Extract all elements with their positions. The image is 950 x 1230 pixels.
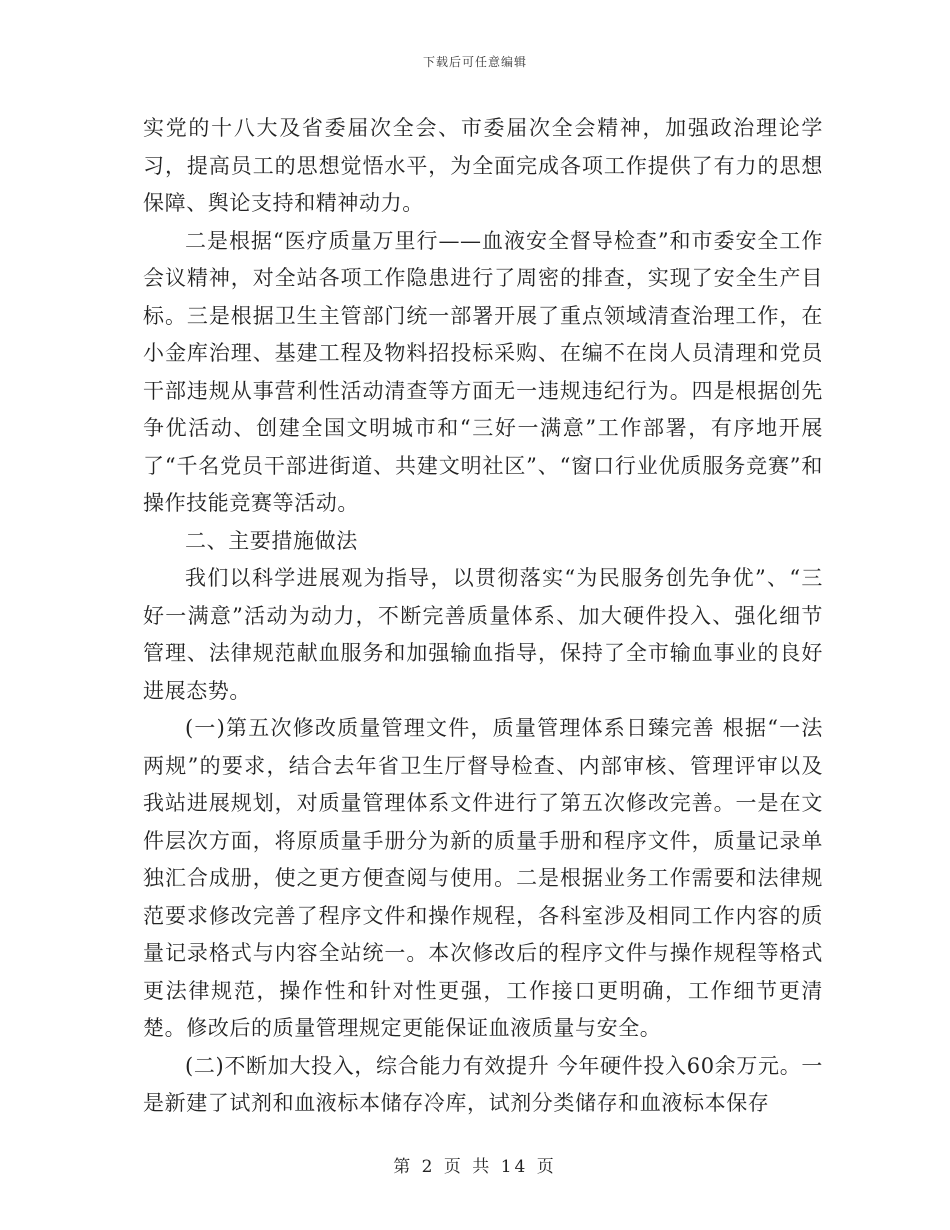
section-heading-main-measures: 二、主要措施做法	[185, 528, 358, 553]
document-body	[143, 110, 823, 1123]
paragraph-safety-inspection: 二是根据“医疗质量万里行——血液安全督导检查”和市委安全工作会议精神，对全站各项工作隐患进行了周密的排查，实现了安全生产目标。三是根据卫生主管部门统一部署开展了重点领域清查治理工作，在小金库治理、基建工程及物料招投标采购、在编不在岗人员清理和党员干部违规从事营利性活动清查等方面无一违规违纪行为。四是根据创先争优活动、创建全国文明城市和“三好一满意”工作部署，有序地开展了“千名党员干部进街道、共建文明社区”、“窗口行业优质服务竞赛”和操作技能竞赛等活动。	[143, 228, 823, 515]
paragraph-measures-intro: 我们以科学进展观为指导，以贯彻落实“为民服务创先争优”、“三好一满意”活动为动力，不断完善质量体系、加大硬件投入、强化细节管理、法律规范献血服务和加强输血指导，保持了全市输血事业的良好进展态势。	[143, 566, 823, 703]
page-footer-page-number: 第 2 页 共 14 页	[393, 1157, 557, 1177]
paragraph-investment: (二)不断加大投入，综合能力有效提升 今年硬件投入60余万元。一是新建了试剂和血液标本储存冷库，试剂分类储存和血液标本保存	[143, 1053, 823, 1115]
page-header: 下载后可任意编辑	[422, 55, 527, 69]
paragraph-continuation: 实党的十八大及省委届次全会、市委届次全会精神，加强政治理论学习，提高员工的思想觉悟水平，为全面完成各项工作提供了有力的思想保障、舆论支持和精神动力。	[143, 116, 823, 215]
paragraph-quality-documents: (一)第五次修改质量管理文件，质量管理体系日臻完善 根据“一法两规”的要求，结合去年省卫生厅督导检查、内部审核、管理评审以及我站进展规划，对质量管理体系文件进行了第五次修改完善。一是在文件层次方面，将原质量手册分为新的质量手册和程序文件，质量记录单独汇合成册，使之更方便查阅与使用。二是根据业务工作需要和法律规范要求修改完善了程序文件和操作规程，各科室涉及相同工作内容的质量记录格式与内容全站统一。本次修改后的程序文件与操作规程等格式更法律规范，操作性和针对性更强，工作接口更明确，工作细节更清楚。修改后的质量管理规定更能保证血液质量与安全。	[143, 716, 823, 1040]
